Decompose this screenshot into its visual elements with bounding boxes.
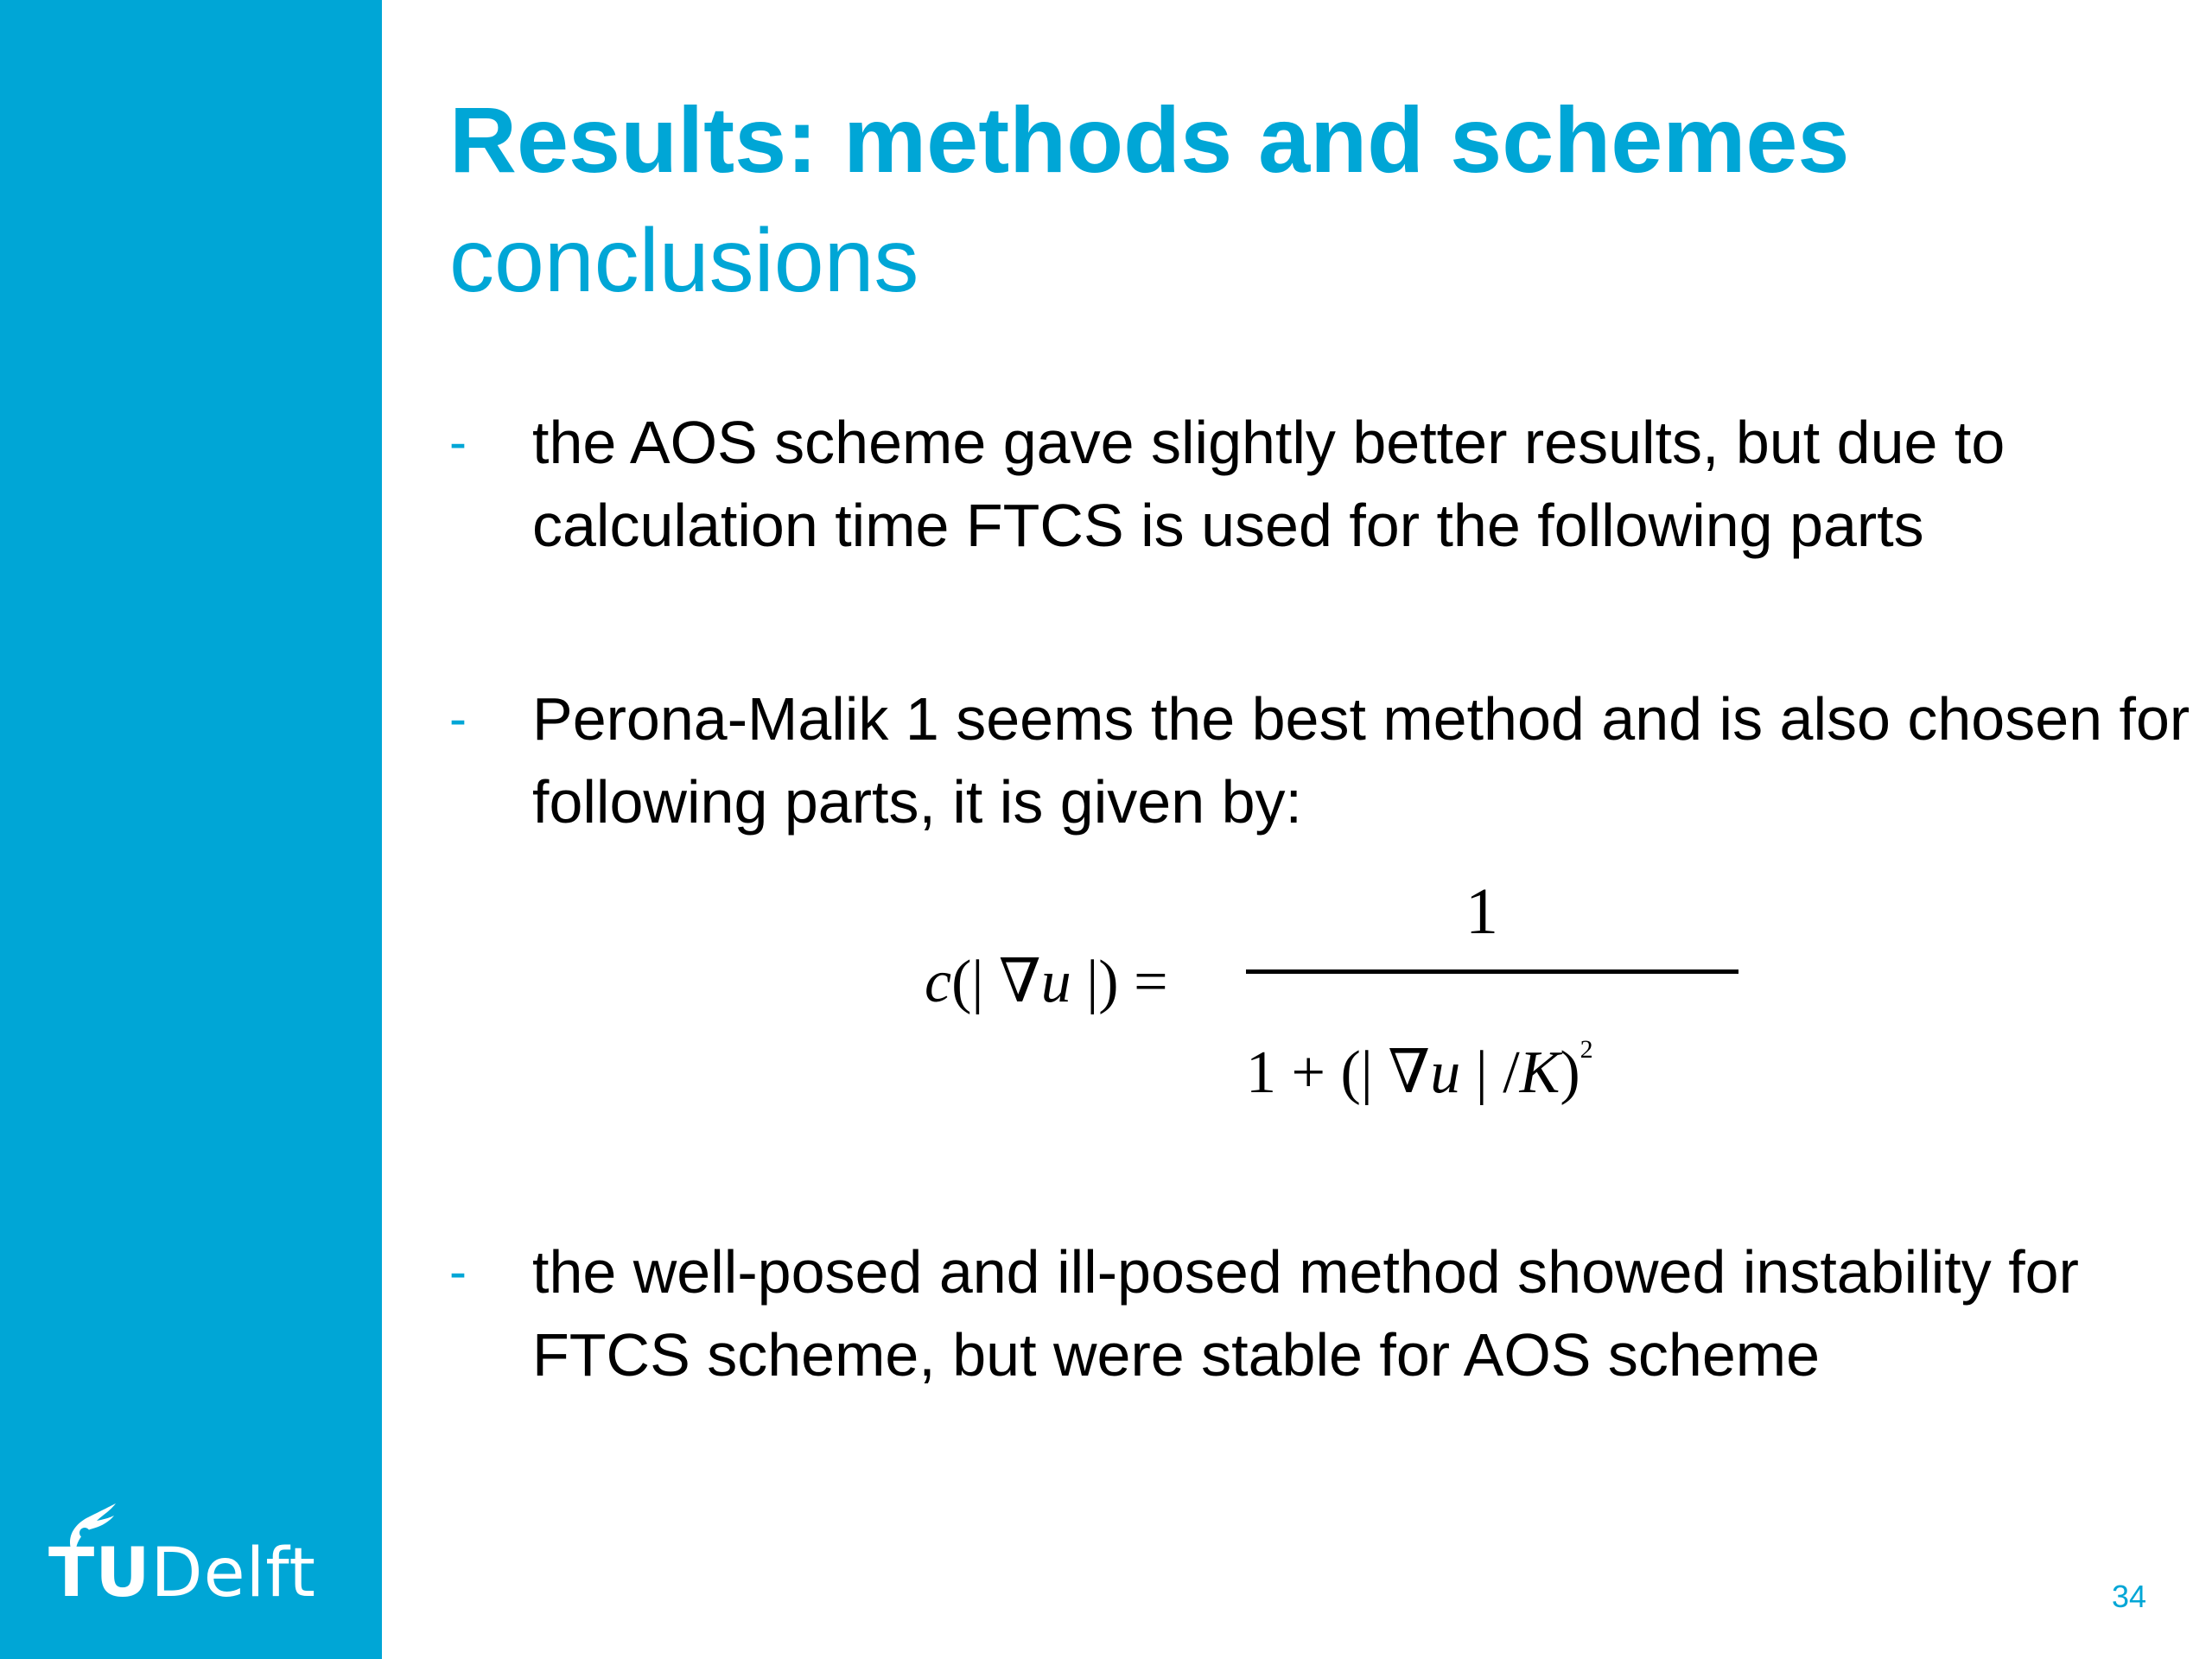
formula-u: u [1040, 949, 1071, 1015]
tudelft-logo [48, 1502, 334, 1614]
logo-wordmark [48, 1535, 316, 1612]
logo-tu: TU [48, 1535, 151, 1612]
bullet-dash: - [449, 690, 467, 747]
bullet-text: the AOS scheme gave slightly better results, but due to calculation time FTCS is used for the following parts [532, 409, 2005, 559]
bullet-dash: - [449, 413, 467, 471]
formula-lhs [925, 944, 1168, 1021]
formula-c: c [925, 949, 952, 1015]
perona-malik-formula [925, 873, 1702, 1115]
bullet-text: the well-posed and ill-posed method showed instability for FTCS scheme, but were stable for AOS scheme [532, 1238, 2079, 1389]
bullet-dash: - [449, 1243, 467, 1300]
formula-numerator: 1 [1465, 875, 1498, 948]
formula-denominator [1246, 1011, 1593, 1112]
slide-title: Results: methods and schemes [449, 87, 1850, 192]
formula-den-mid: | / [1460, 1039, 1520, 1106]
page-number: 34 [2112, 1579, 2147, 1614]
sidebar [0, 0, 382, 1659]
formula-exponent: 2 [1580, 1035, 1593, 1064]
logo-delft: Delft [150, 1535, 316, 1612]
fraction-bar [1246, 969, 1738, 974]
slide-subtitle: conclusions [449, 211, 919, 311]
formula-lhs-open: (| ∇ [951, 949, 1041, 1015]
bullet-text: Perona-Malik 1 seems the best method and is also chosen for following parts, it is given by: [532, 685, 2190, 836]
formula-den-close: ) [1560, 1039, 1580, 1106]
formula-lhs-close: |) = [1071, 949, 1168, 1015]
formula-den-prefix: 1 + (| ∇ [1246, 1039, 1431, 1106]
formula-den-u: u [1430, 1039, 1461, 1106]
formula-den-k: K [1519, 1039, 1560, 1106]
